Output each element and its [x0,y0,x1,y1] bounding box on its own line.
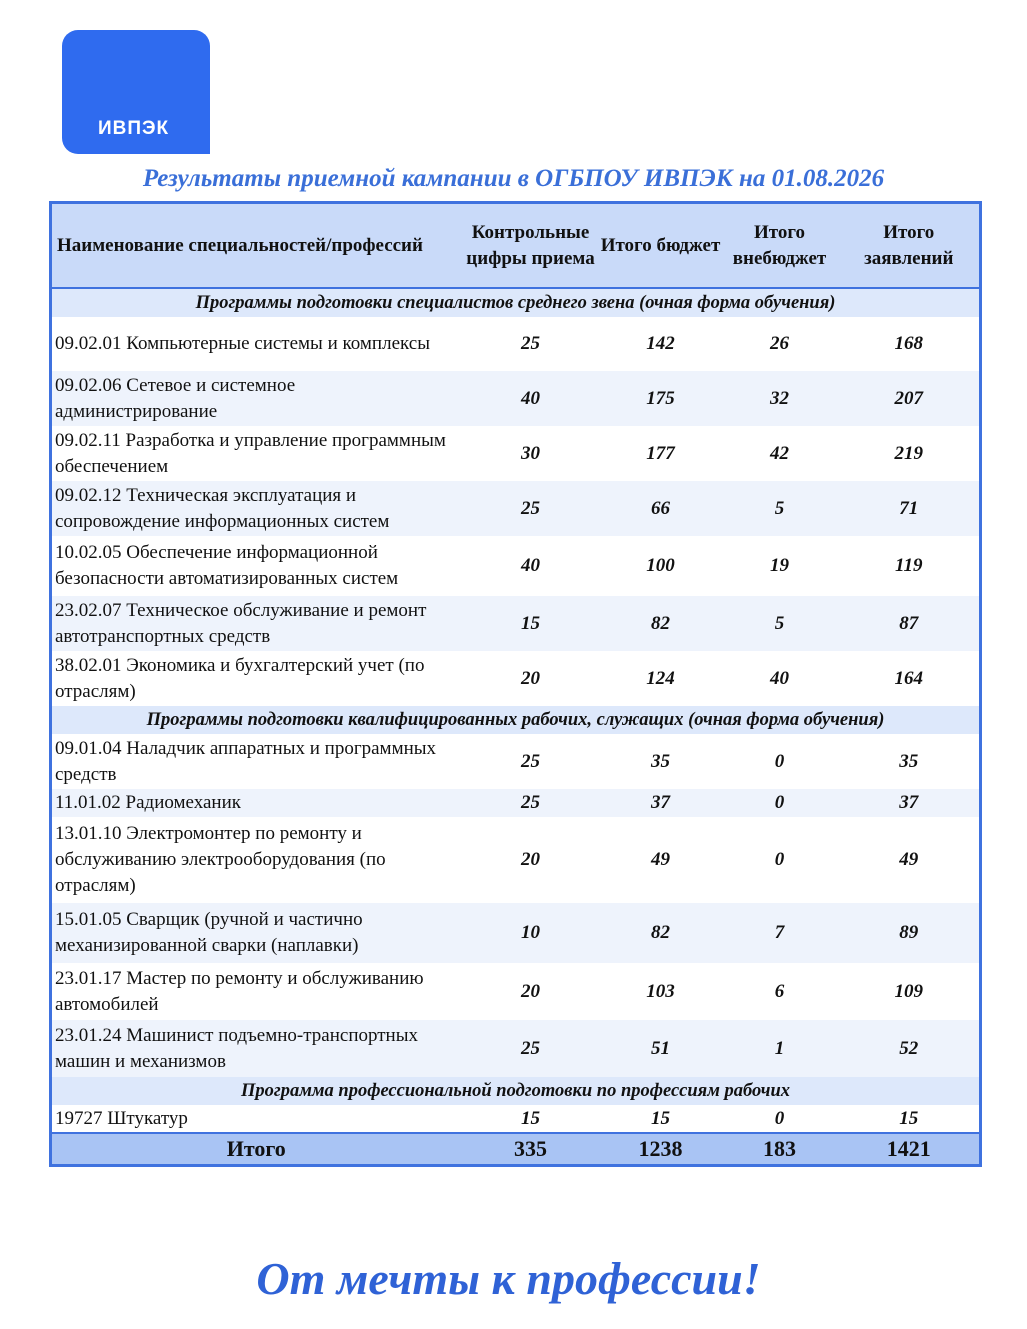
cell-budget: 82 [601,903,721,963]
cell-applications: 35 [899,750,919,772]
table-row [51,317,981,371]
total-nonbudget: 183 [721,1133,839,1166]
cell-budget: 175 [601,371,721,426]
cell-budget: 35 [651,750,670,772]
cell-applications: 219 [894,442,923,464]
cell-nonbudget: 0 [774,750,785,772]
section-title: Программа профессиональной подготовки по профессиям рабочих [51,1077,981,1105]
cell-budget: 66 [601,481,721,536]
table-row [51,903,981,963]
cell-name: 23.01.17 Мастер по ремонту и обслуживанию автомобилей [55,967,424,1015]
section-title: Программы подготовки квалифицированных рабочих, служащих (очная форма обучения) [51,706,981,734]
cell-control: 40 [461,371,601,426]
cell-control: 25 [521,333,540,354]
cell-nonbudget: 26 [770,333,789,354]
cell-applications: 52 [839,1020,981,1077]
cell-nonbudget: 1 [721,1020,839,1077]
cell-control: 25 [461,789,601,817]
cell-name: 13.01.10 Электромонтер по ремонту и обслуживанию электрооборудования (по отраслям) [55,823,386,896]
cell-budget: 103 [646,980,675,1002]
cell-applications: 89 [839,903,981,963]
cell-nonbudget: 19 [770,555,789,576]
cell-budget: 49 [651,849,670,870]
cell-name: 38.02.01 Экономика и бухгалтерский учет (по отраслям) [55,654,425,702]
cell-applications: 15 [899,1107,919,1129]
cell-applications: 49 [899,849,919,870]
table-row [51,596,981,651]
cell-applications: 164 [894,667,923,689]
cell-control: 20 [521,980,540,1002]
total-row [51,1133,981,1166]
cell-nonbudget: 32 [721,371,839,426]
cell-name: 09.01.04 Наладчик аппаратных и программных средств [55,737,437,785]
cell-applications: 119 [895,555,923,576]
cell-control: 25 [461,1020,601,1077]
cell-applications: 168 [894,333,923,354]
section-row [51,288,981,317]
ivpek-logo [62,30,210,154]
logo-text: ИВПЭК [98,118,170,139]
section-title: Программы подготовки специалистов среднего звена (очная форма обучения) [51,288,981,317]
cell-control: 20 [521,667,540,689]
cell-name: 15.01.05 Сварщик (ручной и частично механизированной сварки (наплавки) [51,903,461,963]
cell-name: 11.01.02 Радиомеханик [51,789,461,817]
cell-control: 10 [461,903,601,963]
total-control: 335 [461,1133,601,1166]
header-applications: Итого заявлений [839,203,981,289]
cell-budget: 177 [646,442,675,464]
cell-applications: 109 [894,980,923,1002]
header-name: Наименование специальностей/профессий [51,203,461,289]
total-applications: 1421 [839,1133,981,1166]
table-row [51,426,981,481]
cell-name: 19727 Штукатур [55,1107,188,1129]
cell-control: 20 [521,849,540,870]
cell-nonbudget: 42 [770,442,789,464]
cell-name: 23.01.24 Машинист подъемно-транспортных машин и механизмов [51,1020,461,1077]
cell-applications: 207 [839,371,981,426]
cell-budget: 15 [651,1107,670,1129]
cell-applications: 71 [839,481,981,536]
cell-budget: 100 [646,555,675,576]
cell-name: 09.02.12 Техническая эксплуатация и сопровождение информационных систем [51,481,461,536]
cell-control: 30 [521,442,540,464]
cell-name: 09.02.11 Разработка и управление программным обеспечением [55,429,446,477]
cell-nonbudget: 5 [721,596,839,651]
cell-control: 15 [461,596,601,651]
page-title: Результаты приемной кампании в ОГБПОУ ИВПЭК на 01.08.2026 [142,165,885,192]
table-row [51,963,981,1020]
section-row [51,706,981,734]
cell-name: 09.02.01 Компьютерные системы и комплексы [55,333,430,354]
cell-budget: 142 [646,333,675,354]
cell-nonbudget: 5 [721,481,839,536]
cell-control: 15 [521,1107,540,1129]
slogan: От мечты к профессии! [256,1253,761,1304]
table-row [51,371,981,426]
header-budget: Итого бюджет [601,203,721,289]
cell-budget: 51 [601,1020,721,1077]
cell-budget: 37 [601,789,721,817]
table-row [51,1020,981,1077]
cell-applications: 87 [839,596,981,651]
cell-budget: 124 [646,667,675,689]
admission-results-table [49,201,982,1167]
table-body [51,288,981,1133]
cell-control: 25 [461,481,601,536]
total-budget: 1238 [601,1133,721,1166]
cell-nonbudget: 0 [774,849,785,870]
cell-nonbudget: 0 [721,789,839,817]
cell-nonbudget: 0 [774,1107,785,1129]
total-label: Итого [51,1133,461,1166]
table-header-row [51,203,981,289]
table-row [51,481,981,536]
cell-control: 25 [521,750,540,772]
table-row [51,651,981,706]
section-row [51,1077,981,1105]
cell-control: 40 [521,555,540,576]
cell-nonbudget: 7 [721,903,839,963]
cell-nonbudget: 40 [770,667,789,689]
table-row [51,734,981,789]
header-nonbudget: Итого внебюджет [721,203,839,289]
header-control: Контрольные цифры приема [461,203,601,289]
table-row [51,817,981,903]
table-row [51,536,981,596]
cell-name: 10.02.05 Обеспечение информационной безопасности автоматизированных систем [55,542,399,589]
cell-nonbudget: 6 [774,980,785,1002]
table-row [51,1105,981,1133]
cell-budget: 82 [601,596,721,651]
table-row [51,789,981,817]
cell-applications: 37 [839,789,981,817]
cell-name: 23.02.07 Техническое обслуживание и ремонт автотранспортных средств [51,596,461,651]
cell-name: 09.02.06 Сетевое и системное администрирование [51,371,461,426]
